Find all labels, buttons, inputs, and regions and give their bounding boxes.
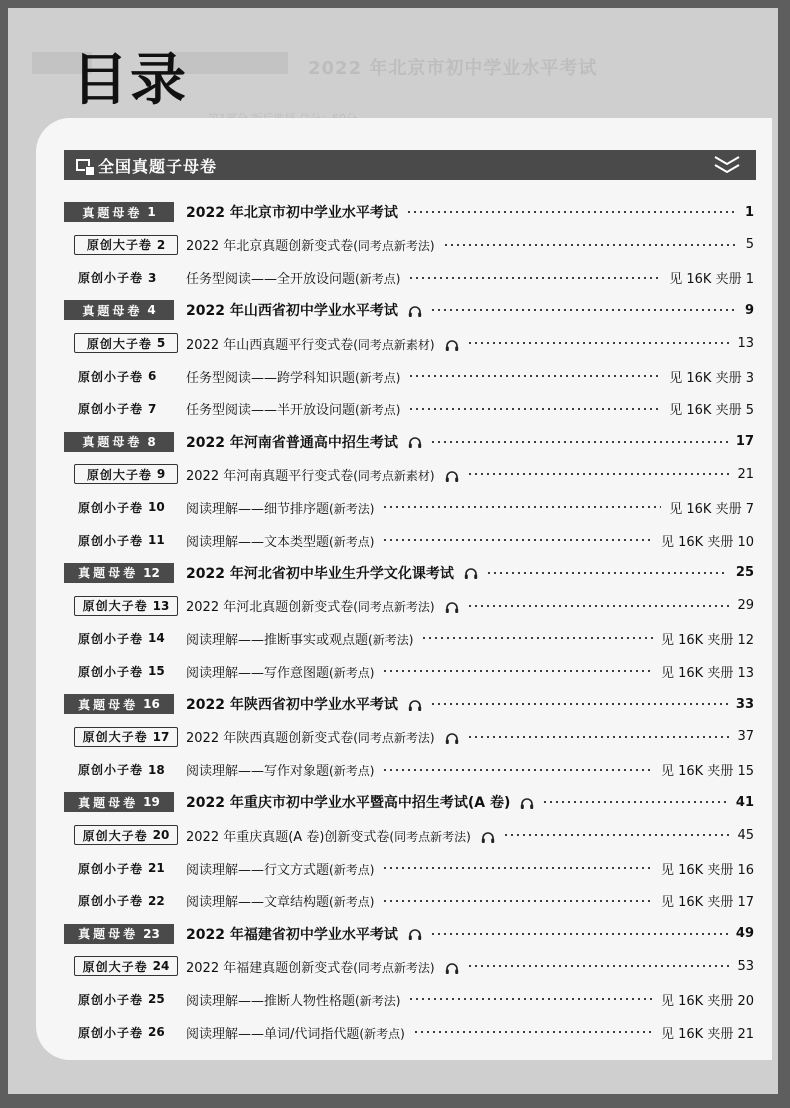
entry-note: (新考点) [329,895,375,910]
toc-row [64,856,756,880]
page-number: 53 [737,958,754,974]
entry-title [186,924,422,944]
entry-title [186,792,534,812]
toc-card [36,118,772,1060]
badge-number: 12 [143,565,160,580]
window-icon [76,159,90,171]
page-number: 见 16K 夹册 15 [660,764,754,780]
page-number: 29 [737,598,754,614]
entry-text: 任务型阅读——半开放设问题 [186,403,356,419]
leader-dots [408,998,653,1000]
entry-note: (同考点新考法) [353,960,435,975]
headphones-icon [445,962,459,975]
leader-dots [382,506,661,508]
entry-note: (同考点新考法) [389,829,471,844]
page-number: 见 16K 夹册 5 [669,403,754,419]
headphones-icon [520,797,534,810]
leader-dots [430,441,728,443]
badge-big [74,727,178,747]
entry-text: 阅读理解——细节排序题 [186,501,330,517]
entry-title [186,235,435,254]
badge-big [74,825,178,845]
entry-text: 阅读理解——行文方式题 [186,862,330,878]
entry-title [186,629,413,648]
badge-small [64,1022,174,1042]
badge-zhenti [64,432,174,452]
badge-number: 2 [156,237,166,252]
toc-row [64,397,756,421]
page-title: 目录 [72,47,188,113]
badge-small [64,497,174,517]
leader-dots [408,408,661,410]
toc-row [64,626,756,650]
headphones-icon [408,436,422,449]
badge-zhenti [64,694,174,714]
page-number: 41 [735,794,754,810]
entry-title [186,498,374,517]
entry-text: 阅读理解——文章结构题 [186,895,330,911]
toc-row [64,692,756,716]
badge-small [64,760,174,780]
entry-text: 阅读理解——推断事实或观点题 [186,632,369,648]
section-title: 全国真题子母卷 [98,156,218,176]
badge-small [64,989,174,1009]
ghost-text: 2022 年北京市初中学业水平考试 [308,58,598,79]
page-number: 见 16K 夹册 1 [669,272,754,288]
entry-title [186,202,398,222]
page-number: 25 [735,565,754,581]
entry-text: 阅读理解——写作意图题 [186,665,330,681]
page-number: 9 [744,302,754,318]
badge-label: 真题母卷 [82,303,143,318]
badge-number: 11 [148,533,165,547]
entry-title [186,1023,405,1042]
page-number: 见 16K 夹册 21 [660,1026,754,1042]
toc-row [64,331,756,355]
entry-title [186,334,459,353]
badge-small [64,628,174,648]
badge-number: 18 [148,762,165,777]
badge-label: 真题母卷 [78,795,139,810]
leader-dots [443,244,738,246]
leader-dots [421,637,653,639]
page-number: 33 [735,696,754,712]
entry-text: 任务型阅读——跨学科知识题 [186,370,356,386]
entry-text: 阅读理解——推断人物性格题 [186,993,356,1009]
badge-number: 9 [156,467,166,482]
badge-label: 原创大子卷 [86,238,152,253]
leader-dots [467,473,730,475]
badge-big [74,464,178,484]
toc-row [64,364,756,388]
entry-title [186,990,400,1009]
page-number: 13 [737,335,754,351]
entry-title [186,826,495,845]
entry-note: (新考法) [329,501,375,516]
badge-label: 原创小子卷 [78,894,144,909]
entry-title [186,563,478,583]
badge-label: 原创小子卷 [78,992,144,1007]
toc-row [64,725,756,749]
entry-note: (新考点) [329,764,375,779]
entry-text: 2022 年河南省普通高中招生考试 [186,434,398,451]
leader-dots [382,539,653,541]
badge-label: 真题母卷 [78,697,139,712]
page-number: 1 [744,204,754,220]
badge-big [74,956,178,976]
entry-note: (新考点) [355,403,401,418]
headphones-icon [445,339,459,352]
badge-zhenti [64,300,174,320]
badge-number: 21 [148,861,165,875]
toc-row [64,954,756,978]
entry-text: 2022 年北京市初中学业水平考试 [186,205,398,221]
headphones-icon [445,470,459,483]
entry-text: 2022 年北京真题创新变式卷 [186,239,354,255]
badge-label: 原创大子卷 [82,828,148,843]
badge-label: 真题母卷 [78,566,139,581]
entry-text: 2022 年重庆市初中学业水平暨高中招生考试(A 卷) [186,795,511,812]
toc-row [64,922,756,946]
entry-title [186,727,459,746]
badge-small [64,858,174,878]
entry-note: (新考点) [359,1026,405,1041]
entry-note: (新考法) [368,632,414,647]
badge-label: 原创小子卷 [78,664,144,679]
badge-big [74,596,178,616]
badge-number: 10 [148,500,165,515]
entry-note: (新考点) [329,862,375,877]
badge-label: 原创大子卷 [86,467,152,482]
toc-row [64,430,756,454]
entry-text: 2022 年福建省初中学业水平考试 [186,926,398,943]
badge-small [64,366,174,386]
page-number: 见 16K 夹册 3 [669,370,754,386]
entry-text: 阅读理解——单词/代词指代题 [186,1026,360,1042]
entry-title [186,367,400,386]
toc-row [64,200,756,224]
badge-zhenti [64,563,174,583]
entry-text: 2022 年陕西真题创新变式卷 [186,731,354,747]
entry-title [186,596,459,615]
headphones-icon [445,601,459,614]
entry-text: 任务型阅读——全开放设问题 [186,272,356,288]
badge-label: 原创大子卷 [86,336,152,351]
toc-row [64,987,756,1011]
badge-label: 真题母卷 [78,927,139,942]
badge-label: 真题母卷 [82,435,143,450]
badge-label: 原创小子卷 [78,271,144,286]
badge-number: 26 [148,1025,165,1039]
badge-number: 19 [143,795,160,810]
entry-title [186,891,374,910]
entry-title [186,268,400,287]
entry-text: 2022 年福建真题创新变式卷 [186,960,354,976]
leader-dots [408,277,661,279]
leader-dots [382,867,653,869]
page-number: 见 16K 夹册 16 [660,862,754,878]
entry-note: (新考点) [355,272,401,287]
entry-note: (新考点) [329,534,375,549]
badge-label: 原创大子卷 [82,730,148,745]
badge-label: 原创大子卷 [82,599,148,614]
badge-number: 20 [152,828,170,843]
entry-text: 阅读理解——文本类型题 [186,534,330,550]
page-number: 45 [737,827,754,843]
badge-number: 5 [156,336,166,351]
badge-number: 15 [148,664,165,679]
leader-dots [467,965,730,967]
leader-dots [408,375,661,377]
badge-label: 原创小子卷 [78,763,144,778]
entry-text: 2022 年河北真题创新变式卷 [186,600,354,616]
badge-small [64,268,174,288]
entry-title [186,957,459,976]
leader-dots [467,605,730,607]
entry-text: 2022 年山西真题平行变式卷 [186,337,354,353]
badge-zhenti [64,202,174,222]
page-number: 49 [735,926,754,942]
badge-label: 原创大子卷 [82,959,148,974]
badge-big [74,333,178,353]
toc-row [64,594,756,618]
badge-label: 原创小子卷 [78,631,144,646]
leader-dots [542,801,728,803]
toc-row [64,528,756,552]
page-number: 5 [745,237,754,253]
toc-row [64,495,756,519]
entry-text: 阅读理解——写作对象题 [186,764,330,780]
headphones-icon [408,699,422,712]
leader-dots [382,670,653,672]
page-number: 见 16K 夹册 7 [669,501,754,517]
toc-row [64,1020,756,1044]
badge-label: 原创小子卷 [78,402,144,417]
leader-dots [503,834,730,836]
entry-note: (同考点新素材) [353,337,435,352]
page-number: 见 16K 夹册 10 [660,534,754,550]
entry-title [186,399,400,418]
toc-row [64,266,756,290]
entry-title [186,465,459,484]
headphones-icon [408,305,422,318]
badge-label: 真题母卷 [82,205,143,220]
entry-note: (同考点新素材) [353,468,435,483]
toc-row [64,889,756,913]
entry-text: 2022 年河北省初中毕业生升学文化课考试 [186,565,454,582]
badge-small [64,530,174,550]
leader-dots [430,309,737,311]
badge-number: 13 [152,598,170,613]
badge-number: 1 [147,205,156,219]
page-number: 见 16K 夹册 13 [660,665,754,681]
toc-row [64,758,756,782]
page-number: 17 [735,434,754,450]
badge-label: 原创小子卷 [78,500,144,515]
leader-dots [467,342,730,344]
badge-number: 4 [147,303,156,318]
badge-number: 7 [148,401,157,416]
leader-dots [413,1031,653,1033]
entry-note: (新考点) [355,370,401,385]
leader-dots [486,572,728,574]
badge-small [64,399,174,419]
badge-small [64,891,174,911]
entry-title [186,662,374,681]
badge-zhenti [64,792,174,812]
page-number: 见 16K 夹册 12 [660,632,754,648]
badge-label: 原创小子卷 [78,861,144,876]
entry-title [186,694,422,714]
badge-number: 22 [148,893,165,908]
badge-label: 原创小子卷 [78,369,144,384]
entry-note: (同考点新考法) [353,731,435,746]
section-header [64,150,756,180]
entry-text: 2022 年河南真题平行变式卷 [186,468,354,484]
badge-small [64,661,174,681]
headphones-icon [464,567,478,580]
page-number: 37 [737,729,754,745]
page-number: 见 16K 夹册 20 [660,993,754,1009]
badge-number: 14 [148,631,165,646]
badge-number: 24 [152,959,170,974]
entry-title [186,300,422,320]
badge-number: 17 [152,729,170,744]
leader-dots [382,900,653,902]
toc-row [64,659,756,683]
double-chevron-down-icon [712,154,742,176]
entry-note: (新考点) [329,665,375,680]
headphones-icon [481,831,495,844]
leader-dots [406,211,737,213]
headphones-icon [408,928,422,941]
entry-title [186,859,374,878]
entry-title [186,432,422,452]
entry-title [186,531,374,550]
entry-note: (新考法) [355,993,401,1008]
badge-big [74,235,178,255]
entry-text: 2022 年重庆真题(A 卷)创新变式卷 [186,829,390,845]
badge-number: 3 [148,270,157,285]
leader-dots [467,736,730,738]
badge-zhenti [64,924,174,944]
entry-text: 2022 年陕西省初中学业水平考试 [186,697,398,713]
toc-row [64,823,756,847]
badge-number: 16 [143,697,160,711]
entry-text: 2022 年山西省初中学业水平考试 [186,303,398,320]
badge-label: 原创小子卷 [78,1025,144,1040]
leader-dots [382,769,653,771]
badge-number: 8 [147,434,156,449]
headphones-icon [445,732,459,745]
badge-number: 23 [143,926,160,941]
entry-title [186,760,374,779]
page-number: 21 [737,466,754,482]
toc-row [64,233,756,257]
toc-row [64,298,756,322]
entry-note: (同考点新考法) [353,239,435,254]
entry-note: (同考点新考法) [353,600,435,615]
leader-dots [430,703,728,705]
toc-row [64,462,756,486]
toc-row [64,561,756,585]
page-number: 见 16K 夹册 17 [660,895,754,911]
badge-number: 25 [148,992,165,1007]
badge-number: 6 [148,369,157,383]
toc-row [64,790,756,814]
leader-dots [430,933,728,935]
badge-label: 原创小子卷 [78,533,144,548]
